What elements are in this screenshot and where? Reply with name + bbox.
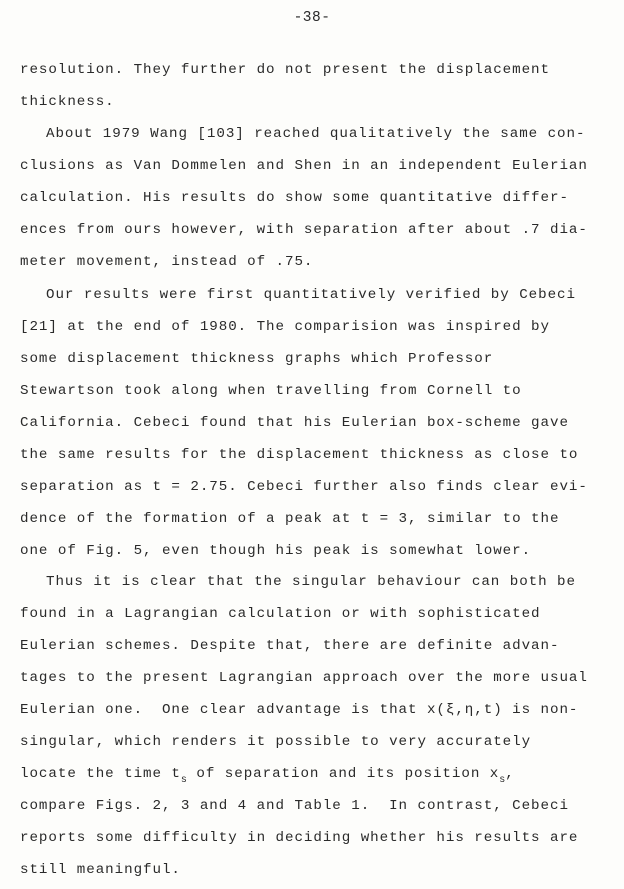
text-line: the same results for the displacement thickness as close to [20, 447, 579, 463]
text-line: some displacement thickness graphs which Professor [20, 351, 494, 367]
text-line: [21] at the end of 1980. The comparision was inspired by [20, 319, 550, 335]
text-line: found in a Lagrangian calculation or with sophisticated [20, 606, 541, 622]
text-line: separation as t = 2.75. Cebeci further also finds clear evi- [20, 479, 588, 495]
text-line: ences from ours however, with separation after about .7 dia- [20, 222, 588, 238]
text-line: thickness. [20, 94, 115, 110]
text-line: Eulerian schemes. Despite that, there are definite advan- [20, 638, 560, 654]
text-line: reports some difficulty in deciding whether his results are [20, 830, 579, 846]
subscript: s [180, 775, 187, 786]
text-line: calculation. His results do show some quantitative differ- [20, 190, 569, 206]
paragraph-start: Our results were first quantitatively verified by Cebeci [46, 287, 576, 303]
text-line: singular, which renders it possible to very accurately [20, 734, 532, 750]
paragraph-start: About 1979 Wang [103] reached qualitatively the same con- [46, 126, 586, 142]
text-line: still meaningful. [20, 862, 181, 878]
text-line: California. Cebeci found that his Eulerian box-scheme gave [20, 415, 569, 431]
text-line: one of Fig. 5, even though his peak is somewhat lower. [20, 543, 532, 559]
text-line: Eulerian one. One clear advantage is that x(ξ,η,t) is non- [20, 702, 579, 718]
text-segment: , [505, 766, 515, 782]
page-number: -38- [293, 10, 331, 26]
text-segment: locate the time t [20, 766, 181, 782]
text-line: dence of the formation of a peak at t = 3, similar to the [20, 511, 560, 527]
text-line: meter movement, instead of .75. [20, 254, 314, 270]
text-line: compare Figs. 2, 3 and 4 and Table 1. In contrast, Cebeci [20, 798, 569, 814]
paragraph-start: Thus it is clear that the singular behaviour can both be [46, 574, 576, 590]
text-segment: of separation and its position x [186, 766, 500, 782]
text-line: clusions as Van Dommelen and Shen in an independent Eulerian [20, 158, 588, 174]
subscript: s [499, 775, 506, 786]
text-line-with-subscripts [20, 764, 515, 786]
text-line: Stewartson took along when travelling from Cornell to [20, 383, 522, 399]
text-line: tages to the present Lagrangian approach over the more usual [20, 670, 588, 686]
text-line: resolution. They further do not present the displacement [20, 62, 550, 78]
